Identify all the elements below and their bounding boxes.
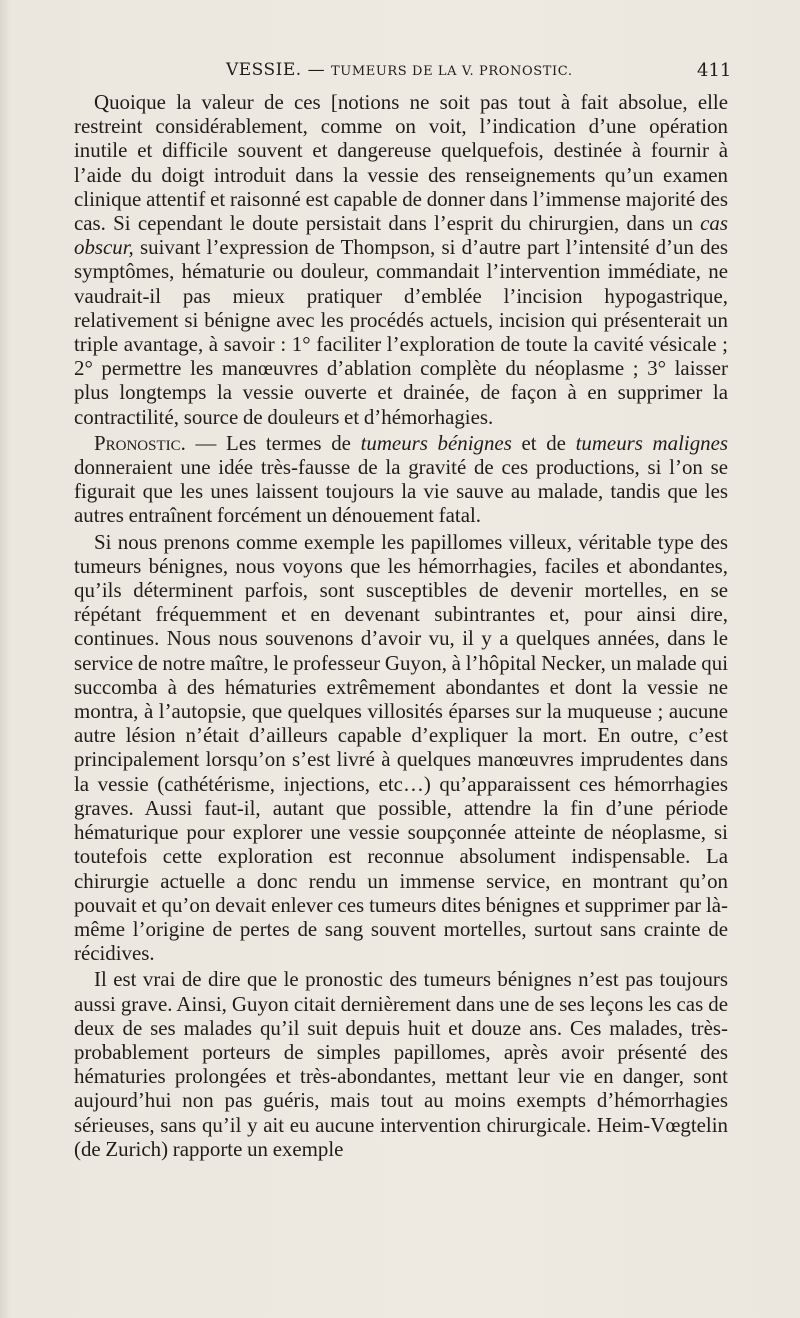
text-run: — Les termes de xyxy=(185,430,361,455)
italic-term: tumeurs malignes xyxy=(575,430,728,455)
header-separator: — xyxy=(307,60,326,80)
running-subtitle: TUMEURS DE LA V. PRONOSTIC. xyxy=(331,64,573,79)
text-run: suivant l’expression de Thompson, si d’autre part l’intensité d’un des symptômes, hématurie ou douleur, commandait l’intervention immédiate, ne vaudrait-il pas mieux pratiquer d’emblée l’incision hypogastrique, relativement si bénigne avec les procédés actuels, incision qui présenterait un triple avantage, à savoir : 1° faciliter l’exploration de toute la cavité vésicale ; 2° permettre les manœuvres d’ablation complète du néoplasme ; 3° laisser plus longtemps la vessie ouverte et drainée, de façon à en supprimer la contractilité, source de douleurs et d’hémorhagies. xyxy=(74,235,728,429)
italic-term: tumeurs bénignes xyxy=(360,430,512,455)
text-run: Quoique la valeur de ces [notions ne soit pas tout à fait absolue, elle restreint considérablement, comme on voit, l’indication d’une opération inutile et difficile souvent et dangereuse quelquefois, destinée à fournir à l’aide du doigt introduit dans la vessie des renseignements qu’un examen clinique attentif et raisonné est capable de donner dans l’immense majorité des cas. Si cependant le doute persistait dans l’esprit du chirurgien, dans un xyxy=(74,90,728,236)
running-head xyxy=(226,60,573,80)
section-heading: Pronostic. xyxy=(94,430,186,455)
text-run: et de xyxy=(511,430,576,455)
paragraph-p3 xyxy=(74,530,728,966)
page-number: 411 xyxy=(697,60,732,81)
text-run: Il est vrai de dire que le pronostic des tumeurs bénignes n’est pas toujours aussi grave. Ainsi, Guyon citait dernièrement dans une de ses leçons les cas de deux de ses malades qu’il suit depuis huit et douze ans. Ces malades, très-probablement porteurs de simples papillomes, après avoir présenté des hématuries prolongées et très-abondantes, mettant leur vie en danger, sont aujourd’hui non pas guéris, mais tout au moins exempts d’hémorrhagies sérieuses, sans qu’il y ait eu aucune intervention chirurgicale. Heim-Vœgtelin (de Zurich) rapporte un exemple xyxy=(74,967,728,1161)
paragraph-p2 xyxy=(74,431,728,528)
paragraph-p4 xyxy=(74,967,728,1161)
body-text xyxy=(74,90,728,1161)
running-title: VESSIE. xyxy=(226,60,302,80)
text-run: donneraient une idée très-fausse de la gravité de ces productions, si l’on se figurait que les unes laissent toujours la vie sauve au malade, tandis que les autres entraînent forcément un dénouement fatal. xyxy=(74,455,728,528)
text-run: Si nous prenons comme exemple les papillomes villeux, véritable type des tumeurs bénignes, nous voyons que les hémorrhagies, faciles et abondantes, qu’ils déterminent parfois, sont susceptibles de devenir mortelles, en se répétant fréquemment et en devenant subintrantes et, pour ainsi dire, continues. Nous nous souvenons d’avoir vu, il y a quelques années, dans le service de notre maître, le professeur Guyon, à l’hôpital Necker, un malade qui succomba à des hématuries extrêmement abondantes et dont la vessie ne montra, à l’autopsie, que quelques villosités éparses sur la muqueuse ; aucune autre lésion n’était d’ailleurs capable d’expliquer la mort. En outre, c’est principalement lorsqu’on s’est livré à quelques manœuvres imprudentes dans la vessie (cathétérisme, injections, etc…) qu’apparaissent ces hémorrhagies graves. Aussi faut-il, autant que possible, attendre la fin d’une période hématurique pour explorer une vessie soupçonnée atteinte de néoplasme, si toutefois cette exploration est reconnue absolument indispensable. La chirurgie actuelle a donc rendu un immense service, en montrant qu’on pouvait et qu’on devait enlever ces tumeurs dites bénignes et supprimer par là-même l’origine de pertes de sang souvent mortelles, surtout sans crainte de récidives. xyxy=(74,529,728,966)
page-header xyxy=(0,58,800,88)
paragraph-p1 xyxy=(74,90,728,429)
italic-term: cas obscur, xyxy=(74,211,728,260)
